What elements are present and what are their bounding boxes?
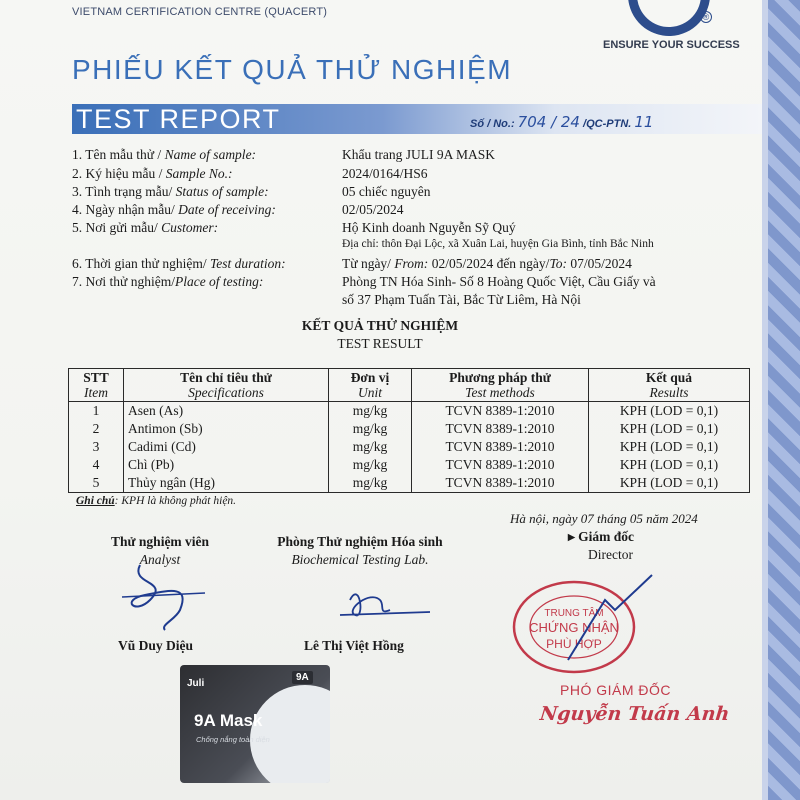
cell-spec: Chì (Pb): [124, 456, 329, 474]
cell-spec: Asen (As): [124, 402, 329, 421]
cell-result: KPH (LOD = 0,1): [589, 438, 750, 456]
cell-unit: mg/kg: [329, 402, 412, 421]
deputy-name-script: Nguyễn Tuấn Anh: [538, 703, 731, 725]
cell-unit: mg/kg: [329, 438, 412, 456]
lab-title: Phòng Thử nghiệm Hóa sinh: [277, 534, 443, 549]
mask-tagline: Chống nắng toàn diện: [196, 735, 270, 744]
cell-spec: Thủy ngân (Hg): [124, 474, 329, 493]
cell-stt: 2: [69, 420, 124, 438]
lab-signature: [330, 570, 440, 630]
col-stt: STT Item: [69, 369, 124, 402]
col-spec: Tên chỉ tiêu thử Specifications: [124, 369, 329, 402]
report-number-handwritten: 704 / 24: [517, 113, 580, 131]
info-place-value-2: số 37 Phạm Tuấn Tài, Bắc Từ Liêm, Hà Nội: [342, 292, 581, 307]
table-row: [69, 438, 750, 456]
registered-mark-icon: ®: [700, 11, 712, 23]
cell-result: KPH (LOD = 0,1): [589, 456, 750, 474]
table-row: [69, 420, 750, 438]
col-unit: Đơn vị Unit: [329, 369, 412, 402]
info-customer-value: Hộ Kinh doanh Nguyễn Sỹ Quý: [342, 220, 516, 235]
cell-unit: mg/kg: [329, 420, 412, 438]
cell-unit: mg/kg: [329, 474, 412, 493]
cell-method: TCVN 8389-1:2010: [412, 402, 589, 421]
cell-stt: 4: [69, 456, 124, 474]
info-status-label: 3. Tình trạng mẫu/ Status of sample:: [72, 184, 269, 199]
col-method: Phương pháp thử Test methods: [412, 369, 589, 402]
result-table-header: [69, 369, 750, 402]
cell-result: KPH (LOD = 0,1): [589, 420, 750, 438]
stamp-line2: CHỨNG NHẬN: [529, 620, 619, 635]
col-result: Kết quả Results: [589, 369, 750, 402]
analyst-title: Thử nghiệm viên: [110, 534, 210, 549]
title-en: TEST REPORT: [76, 104, 281, 134]
mask-name: 9A Mask: [194, 711, 263, 730]
info-status-value: 05 chiếc nguyên: [342, 184, 431, 199]
title-vn: PHIẾU KẾT QUẢ THỬ NGHIỆM: [72, 54, 513, 85]
info-receive-value: 02/05/2024: [342, 202, 404, 217]
result-title-en: TEST RESULT: [337, 336, 423, 351]
cell-stt: 1: [69, 402, 124, 421]
cell-result: KPH (LOD = 0,1): [589, 474, 750, 493]
director-title-mark-icon: ▸: [568, 529, 579, 544]
director-signature: [560, 570, 660, 670]
table-row: [69, 402, 750, 421]
info-duration-label: 6. Thời gian thử nghiệm/ Test duration:: [72, 256, 286, 271]
deputy-title: PHÓ GIÁM ĐỐC: [560, 682, 672, 698]
director-title: ▸ Giám đốc: [568, 529, 635, 544]
report-number-label: Số / No.:: [470, 118, 515, 130]
cell-method: TCVN 8389-1:2010: [412, 438, 589, 456]
report-number-suffix: /QC-PTN.: [583, 118, 632, 130]
table-row: [69, 456, 750, 474]
report-number-tail: 11: [634, 113, 654, 131]
analyst-signature: [110, 555, 220, 635]
lab-name: Lê Thị Việt Hồng: [304, 638, 404, 653]
info-duration-value: Từ ngày/ From: 02/05/2024 đến ngày/To: 07/05/2024: [342, 256, 632, 271]
note: Ghi chú: KPH là không phát hiện.: [76, 495, 237, 507]
cell-method: TCVN 8389-1:2010: [412, 474, 589, 493]
info-sampleno-value: 2024/0164/HS6: [342, 166, 428, 181]
slogan: ENSURE YOUR SUCCESS: [603, 39, 740, 51]
cell-stt: 5: [69, 474, 124, 493]
centre-name: VIETNAM CERTIFICATION CENTRE (QUACERT): [72, 6, 328, 18]
cell-result: KPH (LOD = 0,1): [589, 402, 750, 421]
cell-stt: 3: [69, 438, 124, 456]
info-sample-label: 1. Tên mẫu thử / Name of sample:: [72, 147, 257, 162]
stamp-line3: PHÙ HỢP: [546, 637, 602, 651]
cell-spec: Cadimi (Cd): [124, 438, 329, 456]
lab-sub: Biochemical Testing Lab.: [291, 552, 429, 567]
cell-method: TCVN 8389-1:2010: [412, 420, 589, 438]
info-place-label: 7. Nơi thử nghiệm/Place of testing:: [72, 274, 264, 289]
cell-spec: Antimon (Sb): [124, 420, 329, 438]
info-sample-value: Khẩu trang JULI 9A MASK: [342, 147, 495, 162]
cell-method: TCVN 8389-1:2010: [412, 456, 589, 474]
table-row: [69, 474, 750, 493]
mask-product-photo: [180, 665, 330, 783]
mask-brand: Juli: [187, 678, 205, 689]
info-customer-address: Địa chỉ: thôn Đại Lộc, xã Xuân Lai, huyện Gia Bình, tỉnh Bắc Ninh: [342, 238, 654, 250]
issue-date: Hà nội, ngày 07 tháng 05 năm 2024: [510, 511, 698, 526]
report-number: [470, 113, 653, 131]
info-receive-label: 4. Ngày nhận mẫu/ Date of receiving:: [72, 202, 276, 217]
analyst-sub: Analyst: [139, 552, 181, 567]
cell-unit: mg/kg: [329, 456, 412, 474]
border-stripe: [768, 0, 800, 800]
result-title-vn: KẾT QUẢ THỬ NGHIỆM: [301, 318, 459, 333]
info-customer-label: 5. Nơi gửi mẫu/ Customer:: [72, 220, 219, 235]
info-sampleno-label: 2. Ký hiệu mẫu / Sample No.:: [72, 166, 233, 181]
result-table: [68, 368, 750, 493]
analyst-name: Vũ Duy Diệu: [118, 638, 194, 653]
director-sub: Director: [588, 547, 633, 562]
mask-badge: 9A: [292, 671, 313, 684]
stamp-line1: TRUNG TÂM: [544, 608, 604, 619]
info-place-value-1: Phòng TN Hóa Sinh- Số 8 Hoàng Quốc Việt, Cầu Giấy và: [342, 274, 656, 289]
mask-photo-white-area: [250, 685, 330, 783]
